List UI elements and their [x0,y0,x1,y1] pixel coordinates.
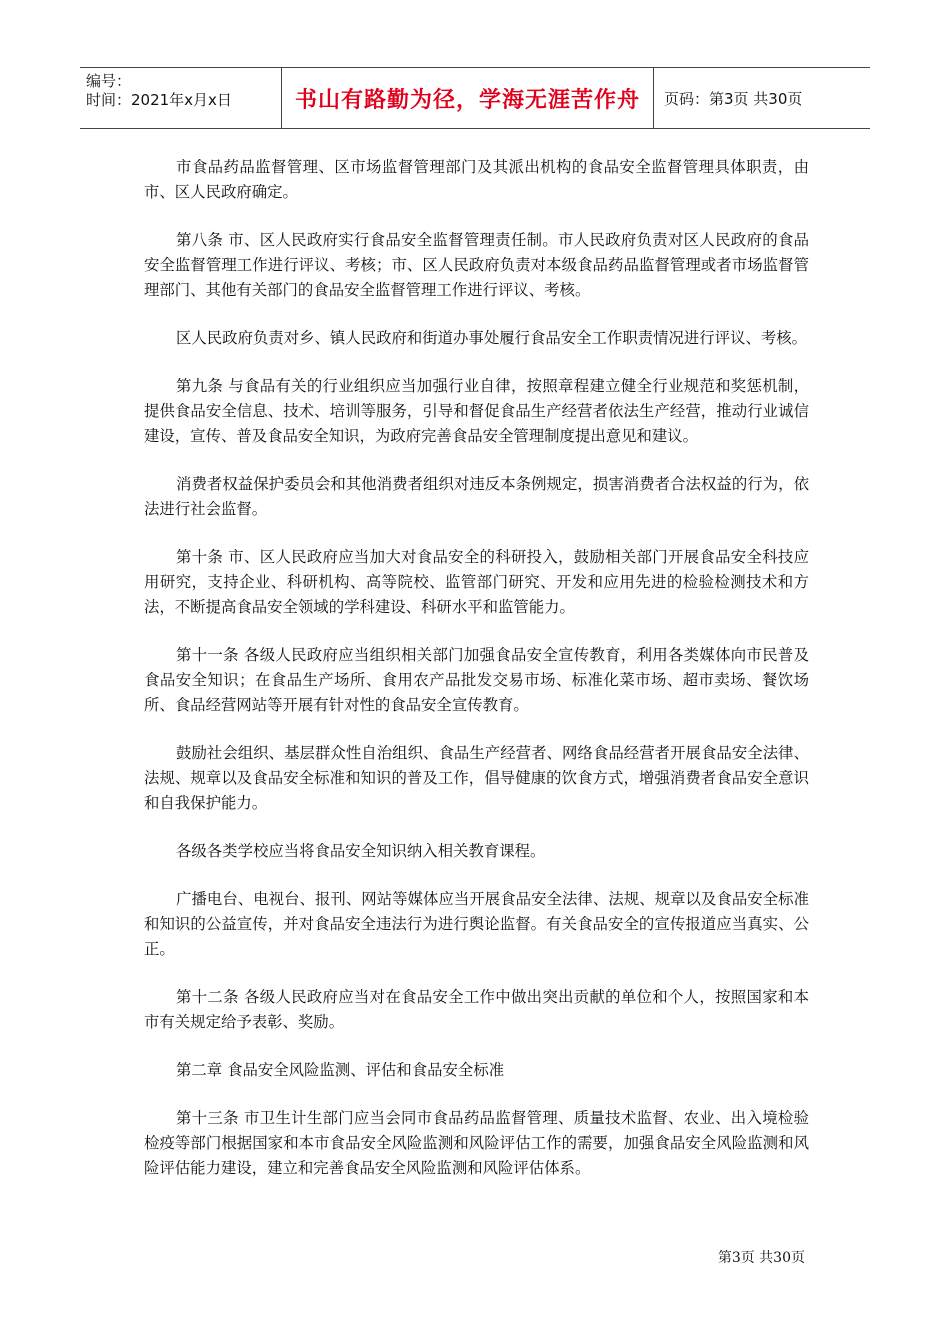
document-time-label: 时间：2021年x月x日 [86,91,232,109]
paragraph: 鼓励社会组织、基层群众性自治组织、食品生产经营者、网络食品经营者开展食品安全法律、法规、规章以及食品安全标准和知识的普及工作，倡导健康的饮食方式，增强消费者食品安全意识和自我保护能力。 [144,744,809,812]
paragraph: 第九条 与食品有关的行业组织应当加强行业自律，按照章程建立健全行业规范和奖惩机制，提供食品安全信息、技术、培训等服务，引导和督促食品生产经营者依法生产经营，推动行业诚信建设，宣传、普及食品安全知识，为政府完善食品安全管理制度提出意见和建议。 [144,377,809,445]
header-page-info: 页码：第3页 共30页 [664,89,803,108]
document-body [144,155,809,1204]
paragraph: 第十三条 市卫生计生部门应当会同市食品药品监督管理、质量技术监督、农业、出入境检验检疫等部门根据国家和本市食品安全风险监测和风险评估工作的需要，加强食品安全风险监测和风险评估能力建设，建立和完善食品安全风险监测和风险评估体系。 [144,1109,809,1177]
header-motto: 书山有路勤为径，学海无涯苦作舟 [282,68,654,128]
paragraph: 区人民政府负责对乡、镇人民政府和街道办事处履行食品安全工作职责情况进行评议、考核。 [176,329,808,347]
page-header [80,67,870,129]
paragraph: 第十条 市、区人民政府应当加大对食品安全的科研投入，鼓励相关部门开展食品安全科技应用研究，支持企业、科研机构、高等院校、监管部门研究、开发和应用先进的检验检测技术和方法，不断提高食品安全领域的学科建设、科研水平和监管能力。 [144,548,809,616]
chapter-heading: 第二章 食品安全风险监测、评估和食品安全标准 [176,1061,505,1079]
paragraph: 第十一条 各级人民政府应当组织相关部门加强食品安全宣传教育，利用各类媒体向市民普及食品安全知识；在食品生产场所、食用农产品批发交易市场、标准化菜市场、超市卖场、餐饮场所、食品经营网站等开展有针对性的食品安全宣传教育。 [144,646,809,714]
document-number-label: 编号： [86,72,132,90]
page-footer: 第3页 共30页 [717,1250,805,1266]
paragraph: 各级各类学校应当将食品安全知识纳入相关教育课程。 [176,842,546,860]
paragraph: 消费者权益保护委员会和其他消费者组织对违反本条例规定，损害消费者合法权益的行为，依法进行社会监督。 [144,475,809,518]
header-meta [80,68,282,128]
paragraph: 市食品药品监督管理、区市场监督管理部门及其派出机构的食品安全监督管理具体职责，由市、区人民政府确定。 [144,158,809,201]
paragraph: 第八条 市、区人民政府实行食品安全监督管理责任制。市人民政府负责对区人民政府的食品安全监督管理工作进行评议、考核；市、区人民政府负责对本级食品药品监督管理或者市场监督管理部门、其他有关部门的食品安全监督管理工作进行评议、考核。 [144,231,809,299]
paragraph: 第十二条 各级人民政府应当对在食品安全工作中做出突出贡献的单位和个人，按照国家和本市有关规定给予表彰、奖励。 [144,988,809,1031]
paragraph: 广播电台、电视台、报刊、网站等媒体应当开展食品安全法律、法规、规章以及食品安全标准和知识的公益宣传，并对食品安全违法行为进行舆论监督。有关食品安全的宣传报道应当真实、公正。 [144,890,809,958]
